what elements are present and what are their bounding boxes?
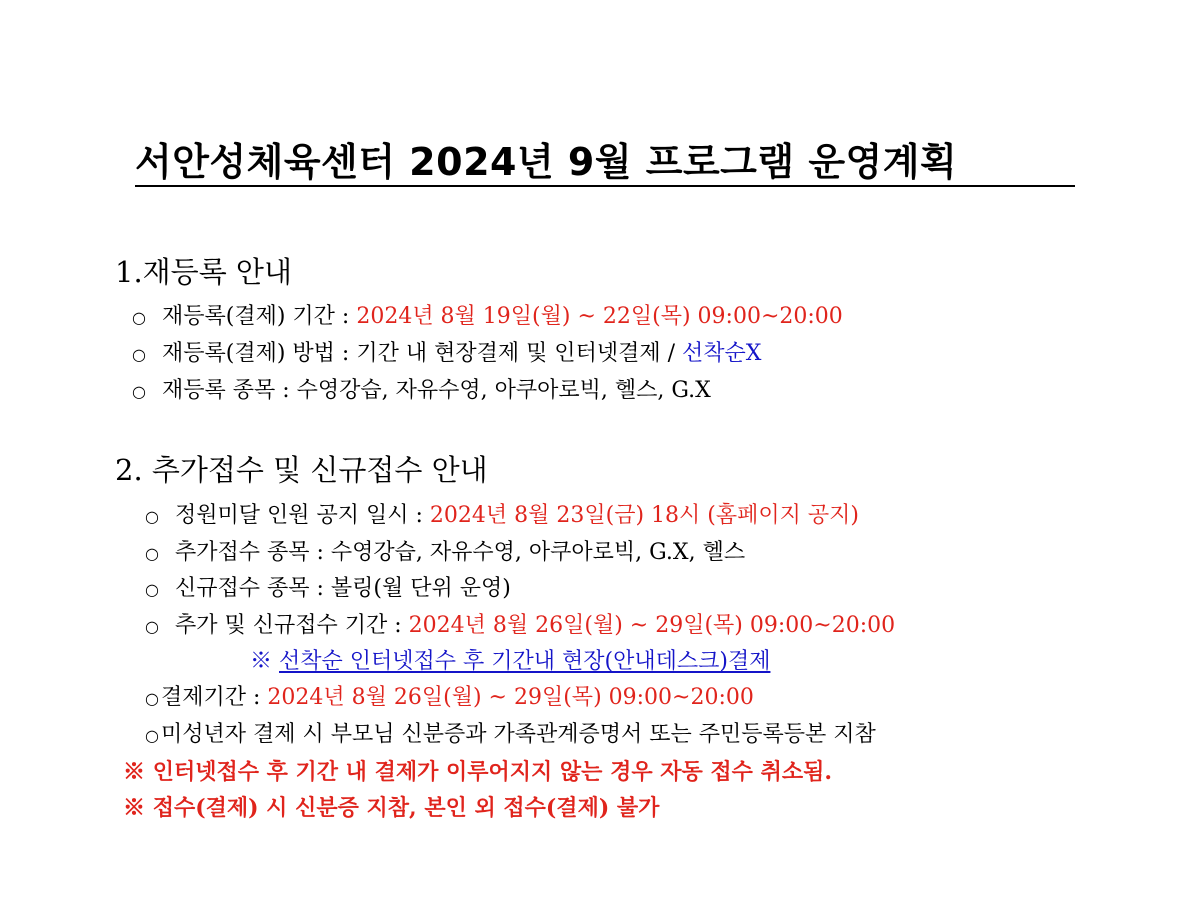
item-value: 2024년 8월 26일(월) ~ 29일(목) 09:00~20:00 — [267, 685, 754, 710]
warning-id-required — [123, 793, 659, 823]
warning-text: 인터넷접수 후 기간 내 결제가 이루어지지 않는 경우 자동 접수 취소됨. — [152, 759, 832, 785]
bullet-circle-icon: ○ — [132, 345, 146, 364]
item-label: 재등록(결제) 기간 : — [162, 304, 357, 329]
item-label: 신규접수 종목 : 볼링(월 단위 운영) — [175, 576, 511, 601]
warning-mark-icon: ※ — [123, 795, 146, 821]
bullet-circle-icon: ○ — [145, 689, 159, 708]
section1-item-programs — [130, 376, 711, 407]
section2-payment-period — [143, 683, 754, 714]
section1-item-period — [130, 302, 843, 333]
note-mark-icon: ※ — [250, 649, 273, 674]
item-label: 추가 및 신규접수 기간 : — [175, 613, 409, 638]
section1-item-method — [130, 339, 761, 370]
section2-item-period — [143, 611, 895, 642]
item-value: 2024년 8월 26일(월) ~ 29일(목) 09:00~20:00 — [408, 613, 896, 638]
bullet-circle-icon: ○ — [145, 544, 159, 563]
item-label: 미성년자 결제 시 부모님 신분증과 가족관계증명서 또는 주민등록등본 지참 — [161, 722, 876, 747]
note-text: 선착순 인터넷접수 후 기간내 현장(안내데스크)결제 — [279, 649, 771, 674]
section2-item-additional-programs — [143, 538, 745, 569]
item-value: 선착순X — [681, 341, 762, 366]
item-label: 결제기간 : — [161, 685, 268, 710]
item-label: 추가접수 종목 : 수영강습, 자유수영, 아쿠아로빅, G.X, 헬스 — [175, 540, 746, 565]
section2-item-notice — [143, 501, 859, 532]
warning-mark-icon: ※ — [123, 759, 146, 785]
bullet-circle-icon: ○ — [132, 382, 146, 401]
item-label: 재등록 종목 : 수영강습, 자유수영, 아쿠아로빅, 헬스, G.X — [162, 378, 711, 403]
bullet-circle-icon: ○ — [145, 617, 159, 636]
warning-auto-cancel — [123, 757, 832, 787]
bullet-circle-icon: ○ — [132, 308, 146, 327]
section2-note — [250, 647, 770, 677]
bullet-circle-icon: ○ — [145, 580, 159, 599]
warning-text: 접수(결제) 시 신분증 지참, 본인 외 접수(결제) 불가 — [152, 795, 660, 821]
bullet-circle-icon: ○ — [145, 507, 159, 526]
section1-heading: 1.재등록 안내 — [115, 255, 292, 289]
section2-heading: 2. 추가접수 및 신규접수 안내 — [115, 453, 488, 487]
item-label: 정원미달 인원 공지 일시 : — [175, 503, 430, 528]
bullet-circle-icon: ○ — [145, 726, 159, 745]
section2-item-new-programs — [143, 574, 511, 605]
item-label: 재등록(결제) 방법 : 기간 내 현장결제 및 인터넷결제 / — [162, 341, 682, 366]
title-underline — [135, 185, 1075, 187]
item-value: 2024년 8월 23일(금) 18시 (홈페이지 공지) — [429, 503, 859, 528]
item-value: 2024년 8월 19일(월) ~ 22일(목) 09:00~20:00 — [356, 304, 843, 329]
page-title: 서안성체육센터 2024년 9월 프로그램 운영계획 — [135, 140, 958, 184]
section2-minor-notice — [143, 720, 876, 751]
